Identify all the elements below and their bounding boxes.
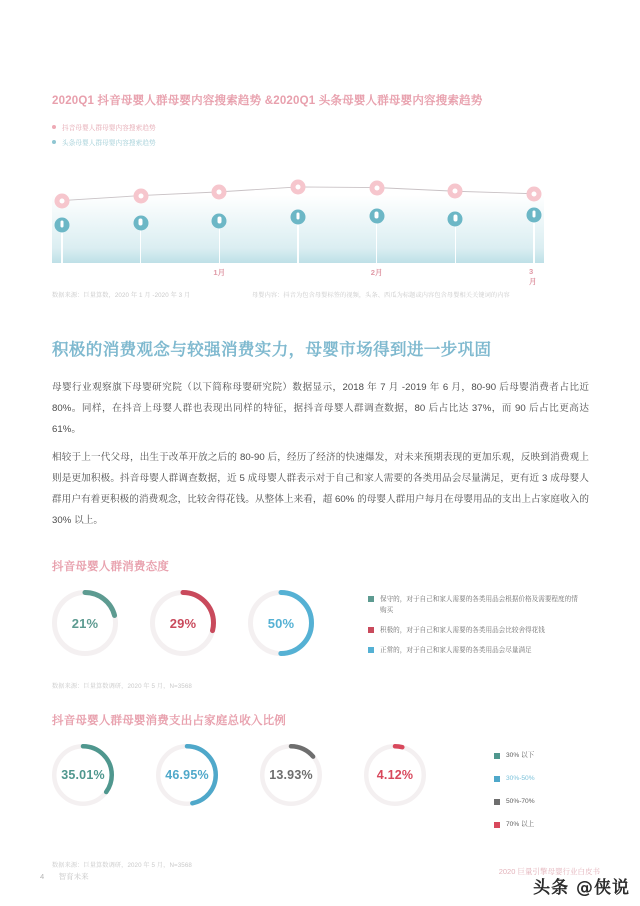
donut-chart — [248, 590, 314, 656]
page-number: 4 — [40, 872, 45, 881]
chart-stem — [219, 225, 221, 263]
chart-footnote-source: 数据来源：巨量算数，2020 年 1 月 -2020 年 3 月 — [52, 292, 191, 299]
legend-item — [494, 796, 535, 807]
footer-right-text: 2020 巨量引擎母婴行业白皮书 — [498, 867, 600, 876]
data-point-douyin[interactable] — [55, 193, 70, 208]
chart-stem — [297, 221, 299, 263]
donut-chart — [52, 590, 118, 656]
donut-value-label: 4.12% — [376, 768, 414, 782]
chart-section-title: 2020Q1 抖音母婴人群母婴内容搜索趋势 &2020Q1 头条母婴人群母婴内容搜索趋势 — [52, 95, 483, 107]
data-point-toutiao[interactable] — [212, 213, 227, 228]
chart-stem — [140, 227, 142, 263]
donut-value-label: 13.93% — [269, 768, 313, 782]
data-point-toutiao[interactable] — [448, 212, 463, 227]
donut-value-label: 50% — [267, 615, 295, 631]
legend-swatch — [368, 627, 374, 633]
legend-item — [494, 819, 535, 830]
spend-donut-row — [52, 744, 468, 806]
page-title: 积极的消费观念与较强消费实力，母婴市场得到进一步巩固 — [52, 341, 492, 359]
chart-footnotes — [52, 290, 597, 299]
line-area-chart-plot — [52, 155, 544, 286]
legend-marker-toutiao — [52, 140, 56, 144]
donut-value-label: 35.01% — [61, 768, 105, 782]
legend-swatch — [494, 776, 500, 782]
legend-label: 70% 以上 — [506, 821, 535, 828]
chart-legend — [52, 122, 592, 147]
legend-marker-douyin — [52, 125, 56, 129]
legend-item — [368, 625, 583, 636]
spend-ratio-section — [52, 712, 597, 869]
attitude-footnote: 数据来源：巨量算数调研，2020 年 5 月，N=3568 — [52, 683, 192, 690]
x-axis-tick-label: 3月 — [529, 267, 537, 286]
chart-stem — [376, 220, 378, 263]
data-point-douyin[interactable] — [527, 186, 542, 201]
donut-value-label: 46.95% — [165, 768, 209, 782]
footer-left-text: 智育未来 — [58, 872, 89, 881]
body-paragraph-2: 相较于上一代父母，出生于改革开放之后的 80-90 后，经历了经济的快速爆发，对未来预期表现的更加乐观，反映到消费观上则是更加积极。抖音母婴人群调查数据，近 5 成母婴人群表示对于自己和家人需要的各类用品会尽量满足，更有近 3 成母婴人群用户有着更积极的消费观念，比较舍得花钱。从整体上来看，超 60% 的母婴人群用户每月在母婴用品的支出上占家庭收入的 30% 以上。 — [52, 452, 589, 526]
x-axis-tick-label: 1月 — [213, 268, 226, 277]
legend-label-toutiao: 头条母婴人群母婴内容搜索趋势 — [62, 140, 156, 147]
data-point-toutiao[interactable] — [133, 216, 148, 231]
legend-label: 50%-70% — [506, 798, 535, 805]
data-point-douyin[interactable] — [212, 184, 227, 199]
spend-section-title: 抖音母婴人群母婴消费支出占家庭总收入比例 — [52, 715, 286, 727]
data-point-douyin[interactable] — [133, 188, 148, 203]
chart-stem — [533, 219, 535, 263]
legend-item — [494, 773, 535, 784]
data-point-toutiao[interactable] — [291, 210, 306, 225]
data-point-douyin[interactable] — [369, 180, 384, 195]
legend-swatch — [368, 647, 374, 653]
donut-value-label: 21% — [71, 615, 99, 631]
data-point-toutiao[interactable] — [369, 209, 384, 224]
attitude-section-title: 抖音母婴人群消费态度 — [52, 561, 169, 573]
legend-item — [368, 594, 583, 616]
legend-item-douyin — [52, 122, 592, 132]
legend-label: 正常的，对于自己和家人需要的各类用品会尽量满足 — [380, 647, 532, 654]
chart-footnote-note: 母婴内容：抖音为包含母婴标签的视频，头条、西瓜为标题或内容包含母婴相关关键词的内容 — [252, 292, 510, 299]
data-point-douyin[interactable] — [448, 184, 463, 199]
legend-item — [494, 750, 535, 761]
legend-item — [368, 645, 583, 656]
legend-label: 保守的，对于自己和家人需要的各类用品会根据价格及需要程度的情购买 — [380, 596, 578, 614]
data-point-toutiao[interactable] — [55, 218, 70, 233]
chart-stem — [455, 223, 457, 263]
donut-chart — [260, 744, 322, 806]
data-point-douyin[interactable] — [291, 179, 306, 194]
donut-value-label: 29% — [169, 615, 197, 631]
donut-chart — [52, 744, 114, 806]
legend-swatch — [494, 799, 500, 805]
legend-label-douyin: 抖音母婴人群母婴内容搜索趋势 — [62, 125, 156, 132]
spend-legend — [494, 750, 535, 842]
data-point-toutiao[interactable] — [527, 207, 542, 222]
spend-footnote: 数据来源：巨量算数调研，2020 年 5 月，N=3568 — [52, 862, 192, 869]
x-axis-tick-label: 2月 — [370, 268, 383, 277]
legend-swatch — [494, 822, 500, 828]
attitude-donut-row — [52, 590, 346, 656]
legend-item-toutiao — [52, 137, 592, 147]
legend-label: 30%-50% — [506, 775, 535, 782]
donut-chart — [364, 744, 426, 806]
legend-swatch — [368, 596, 374, 602]
legend-label: 30% 以下 — [506, 752, 535, 759]
consumption-attitude-section — [52, 558, 597, 690]
page-footer — [40, 866, 600, 884]
attitude-legend — [368, 594, 583, 665]
chart-stem — [61, 229, 63, 263]
donut-chart — [150, 590, 216, 656]
watermark: 头条 @侠说 — [533, 878, 630, 898]
body-paragraph-1: 母婴行业观察旗下母婴研究院（以下简称母婴研究院）数据显示，2018 年 7 月 -2019 年 6 月，80-90 后母婴消费者占比近 80%。同样，在抖音上母婴人群也表现出同样的特征，据抖音母婴人群调查数据，80 后占比达 37%，而 90 后占比更高达 61%。 — [52, 382, 589, 435]
legend-label: 积极的，对于自己和家人需要的各类用品会比较舍得花钱 — [380, 627, 545, 634]
trend-chart-section — [52, 92, 592, 286]
legend-swatch — [494, 753, 500, 759]
donut-chart — [156, 744, 218, 806]
